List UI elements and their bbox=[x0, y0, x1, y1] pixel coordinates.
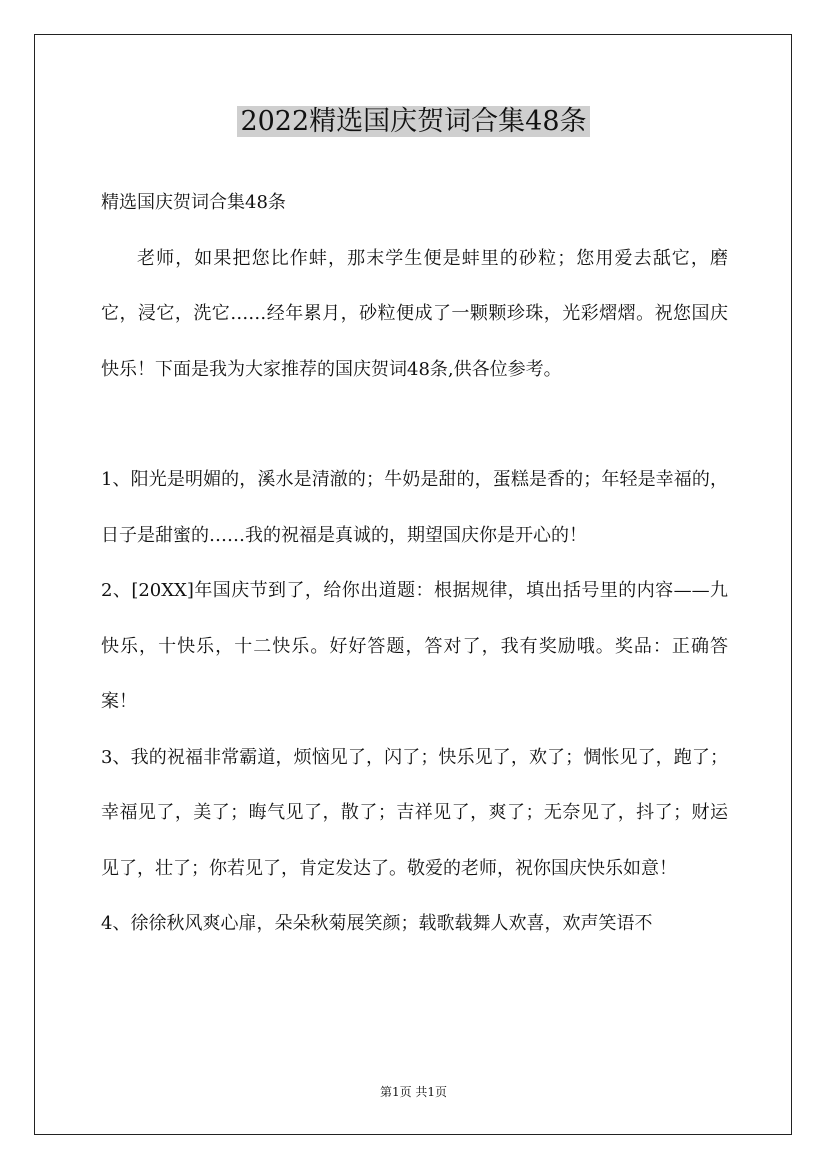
greeting-item: 2、[20XX]年国庆节到了，给你出道题：根据规律，填出括号里的内容——九快乐，十快乐，十二快乐。好好答题，答对了，我有奖励哦。奖品：正确答案！ bbox=[101, 580, 728, 712]
document-title-text: 2022精选国庆贺词合集48条 bbox=[237, 106, 589, 137]
greeting-item: 1、阳光是明媚的，溪水是清澈的；牛奶是甜的，蛋糕是香的；年轻是幸福的，日子是甜蜜的……我的祝福是真诚的，期望国庆你是开心的！ bbox=[101, 469, 728, 546]
greeting-item: 3、我的祝福非常霸道，烦恼见了，闪了；快乐见了，欢了；惆怅见了，跑了；幸福见了，美了；晦气见了，散了；吉祥见了，爽了；无奈见了，抖了；财运见了，壮了；你若见了，肯定发达了。敬爱的老师，祝你国庆快乐如意！ bbox=[101, 746, 728, 879]
document-body bbox=[101, 175, 728, 952]
document-subtitle: 精选国庆贺词合集48条 bbox=[101, 192, 286, 213]
document-title bbox=[0, 101, 827, 143]
greeting-item: 4、徐徐秋风爽心扉，朵朵秋菊展笑颜；载歌载舞人欢喜，欢声笑语不 bbox=[101, 913, 653, 934]
page-number: 第1页 共1页 bbox=[379, 1085, 448, 1099]
page-footer bbox=[0, 1083, 827, 1100]
intro-paragraph: 老师，如果把您比作蚌，那末学生便是蚌里的砂粒；您用爱去舐它，磨它，浸它，洗它……经年累月，砂粒便成了一颗颗珍珠，光彩熠熠。祝您国庆快乐！下面是我为大家推荐的国庆贺词48条,供各位参考。 bbox=[101, 247, 728, 380]
paragraph-spacer bbox=[101, 397, 728, 452]
